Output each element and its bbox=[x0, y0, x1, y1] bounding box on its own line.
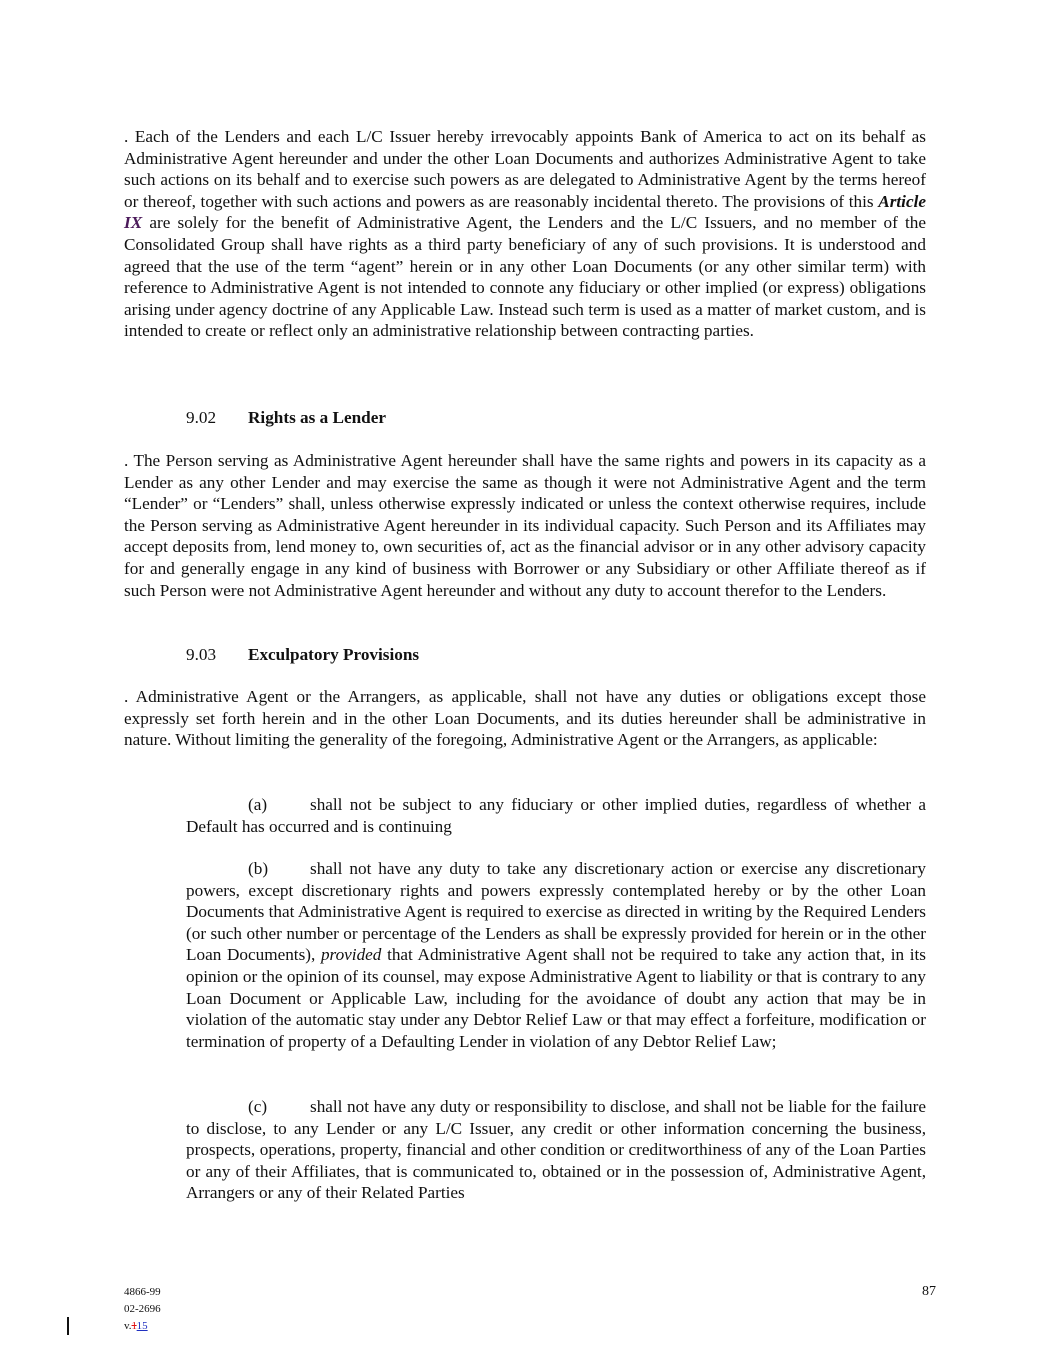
section-title: Exculpatory Provisions bbox=[248, 645, 420, 664]
section-9-01-text-end: are solely for the benefit of Administrative Agent, the Lenders and the L/C Issuers, and no member of the Consolidated Group shall have rights as a third party beneficiary of any of such provisions. It is understood and agreed that the use of the term “agent” herein or in any other Loan Documents (or any other similar term) with reference to Administrative Agent is not intended to connote any fiduciary or other implied (or express) obligations arising under agency doctrine of any Applicable Law. Instead such term is used as a matter of market custom, and is intended to create or reflect only an administrative relationship between contracting parties. bbox=[124, 213, 926, 341]
version-inserted: 15 bbox=[136, 1320, 148, 1332]
doc-id-line-2: 02-2696 bbox=[124, 1303, 161, 1315]
article-reference-number[interactable]: IX bbox=[124, 213, 143, 233]
doc-id-line-1: 4866-99 bbox=[124, 1286, 161, 1298]
section-title: Rights as a Lender bbox=[248, 408, 386, 427]
clause-italic-term: provided bbox=[320, 945, 382, 965]
clause-text-start: shall not have any duty to take any discretionary action or exercise any discretionary powers, except discretionary rights and powers expressly contemplated hereby or by the other Loan Documents that Administrative Agent is required to exercise as directed in writing by the Required Lenders (or such other number or percentage of the Lenders as shall be expressly provided for herein or in the other Loan Documents), bbox=[186, 859, 926, 965]
section-9-03-heading bbox=[186, 644, 419, 666]
clause-text: shall not have any duty or responsibility to disclose, and shall not be liable for the failure to disclose, to any Lender or any L/C Issuer, any credit or other information concerning the business, prospects, operations, property, financial and other condition or creditworthiness of any of the Loan Parties or any of their Affiliates, that is communicated to, obtained or in the possession of, Administrative Agent, Arrangers or any of their Related Parties bbox=[186, 1097, 926, 1203]
page-number: 87 bbox=[922, 1284, 936, 1299]
clause-a bbox=[186, 794, 926, 837]
clause-label: (c) bbox=[248, 1097, 268, 1116]
version-deleted: 1 bbox=[131, 1320, 137, 1332]
section-9-03-body: . Administrative Agent or the Arrangers, as applicable, shall not have any duties or obligations except those expressly set forth herein and in the other Loan Documents, and its duties hereunder shall be administrative in nature. Without limiting the generality of the foregoing, Administrative Agent or the Arrangers, as applicable: bbox=[124, 687, 926, 750]
section-number: 9.02 bbox=[186, 408, 217, 427]
section-9-01-body bbox=[124, 126, 926, 342]
section-number: 9.03 bbox=[186, 645, 217, 664]
clause-text: shall not be subject to any fiduciary or other implied duties, regardless of whether a Default has occurred and is continuing bbox=[186, 795, 926, 836]
clause-c bbox=[186, 1096, 926, 1204]
section-9-02-heading bbox=[186, 407, 386, 429]
doc-version bbox=[124, 1318, 161, 1335]
section-9-02-body: . The Person serving as Administrative Agent hereunder shall have the same rights and powers in its capacity as a Lender as any other Lender and may exercise the same as though it were not Administrative Agent and the term “Lender” or “Lenders” shall, unless otherwise expressly indicated or unless the context otherwise requires, include the Person serving as Administrative Agent hereunder in its individual capacity. Such Person and its Affiliates may accept deposits from, lend money to, own securities of, act as the financial advisor or in any other advisory capacity for and generally engage in any kind of business with Borrower or any Subsidiary or other Affiliate thereof as if such Person were not Administrative Agent hereunder and without any duty to account therefor to the Lenders. bbox=[124, 451, 926, 600]
version-prefix: v. bbox=[124, 1320, 132, 1332]
clause-label: (b) bbox=[248, 859, 269, 878]
revision-change-bar bbox=[67, 1317, 69, 1335]
footer-doc-id bbox=[124, 1284, 161, 1335]
article-reference-word: Article bbox=[878, 191, 926, 211]
section-9-01-text-start: . Each of the Lenders and each L/C Issuer hereby irrevocably appoints Bank of America to act on its behalf as Administrative Agent hereunder and under the other Loan Documents and authorizes Administrative Agent to take such actions on its behalf and to exercise such powers as are delegated to Administrative Agent by the terms hereof or thereof, together with such actions and powers as are reasonably incidental thereto. The provisions of this bbox=[124, 127, 926, 211]
clause-text-end: that Administrative Agent shall not be required to take any action that, in its opinion or the opinion of its counsel, may expose Administrative Agent to liability or that is contrary to any Loan Document or Applicable Law, including for the avoidance of doubt any action that may be in violation of the automatic stay under any Debtor Relief Law or that may effect a forfeiture, modification or termination of property of a Defaulting Lender in violation of any Debtor Relief Law; bbox=[186, 945, 926, 1051]
clause-label: (a) bbox=[248, 795, 268, 814]
clause-b bbox=[186, 858, 926, 1052]
